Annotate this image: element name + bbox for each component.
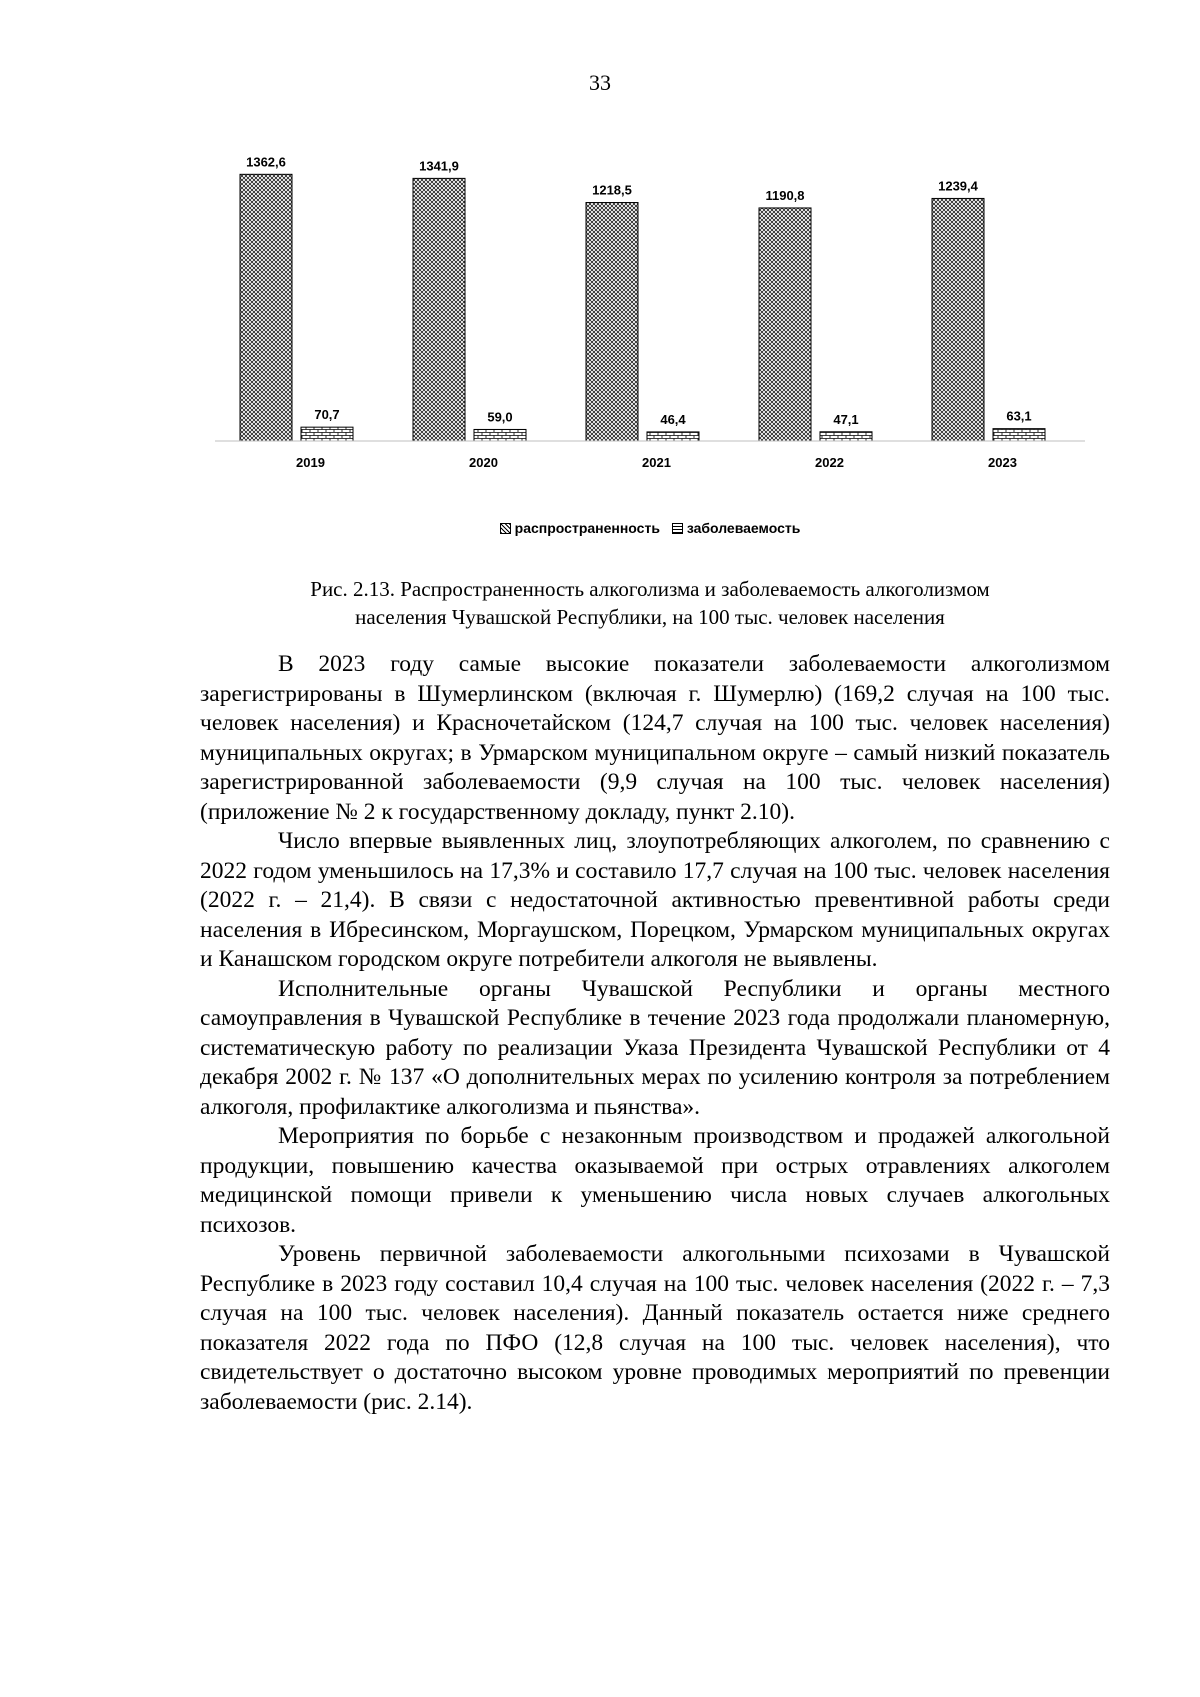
data-label-prevalence-2021: 1218,5 [592,182,632,198]
data-label-prevalence-2020: 1341,9 [419,158,459,174]
legend-swatch-prevalence [500,523,511,534]
x-tick-label-2021: 2021 [642,455,671,470]
paragraph-2: Число впервые выявленных лиц, злоупотребляющих алкоголем, по сравнению с 2022 годом уменьшилось на 17,3% и составило 17,7 случая на 100 тыс. человек населения (2022 г. – 21,4). В связи с недостаточной активностью превентивной работы среди населения в Ибресинском, Моргаушском, Порецком, Урмарском муниципальных округах и Канашском городском округе потребители алкоголя не выявлены. [200,828,1110,972]
legend-swatch-incidence [672,523,683,534]
caption-line-2: населения Чувашской Республики, на 100 тыс. человек населения [355,605,945,629]
data-label-incidence-2020: 59,0 [487,409,513,425]
bar-chart [200,150,1100,550]
bar-incidence-2019 [301,427,353,441]
paragraph-4: Мероприятия по борьбе с незаконным производством и продажей алкогольной продукции, повышению качества оказываемой при острых отравлениях алкоголем медицинской помощи привели к уменьшению числа новых случаев алкогольных психозов. [200,1123,1110,1238]
x-tick-label-2020: 2020 [469,455,498,470]
legend-label-incidence: заболеваемость [686,520,801,536]
paragraph-1: В 2023 году самые высокие показатели заболеваемости алкоголизмом зарегистрированы в Шумерлинском (включая г. Шумерлю) (169,2 случая на 100 тыс. человек населения) и Красночетайском (124,7 случая на 100 тыс. человек населения) муниципальных округах; в Урмарском муниципальном округе – самый низкий показатель зарегистрированной заболеваемости (9,9 случая на 100 тыс. человек населения) (приложение № 2 к государственному докладу, пункт 2.10). [200,651,1110,825]
chart-legend [200,520,1100,537]
chart-svg [200,150,1100,510]
data-label-incidence-2021: 46,4 [660,411,686,427]
data-label-prevalence-2022: 1190,8 [765,187,805,203]
bar-prevalence-2022 [759,208,811,441]
legend-label-prevalence: распространенность [514,520,660,536]
bar-incidence-2020 [474,429,526,441]
bar-prevalence-2023 [932,198,984,441]
paragraph-5: Уровень первичной заболеваемости алкогольными психозами в Чувашской Республике в 2023 году составил 10,4 случая на 100 тыс. человек населения (2022 г. – 7,3 случая на 100 тыс. человек населения). Данный показатель остается ниже среднего показателя 2022 года по ПФО (12,8 случая на 100 тыс. человек населения), что свидетельствует о достаточно высоком уровне проводимых мероприятий по превенции заболеваемости (рис. 2.14). [200,1241,1110,1415]
body-text [200,650,1110,1417]
bar-incidence-2023 [993,429,1045,441]
data-label-prevalence-2019: 1362,6 [246,154,286,170]
x-tick-label-2019: 2019 [296,455,325,470]
paragraph-3: Исполнительные органы Чувашской Республики и органы местного самоуправления в Чувашской Республике в течение 2023 года продолжали планомерную, систематическую работу по реализации Указа Президента Чувашской Республики от 4 декабря 2002 г. № 137 «О дополнительных мерах по усилению контроля за потреблением алкоголя, профилактике алкоголизма и пьянства». [200,975,1110,1120]
bar-prevalence-2021 [586,203,638,441]
legend-item-prevalence [500,520,660,536]
bar-prevalence-2020 [413,178,465,441]
bar-prevalence-2019 [240,174,292,441]
data-label-incidence-2023: 63,1 [1006,408,1032,424]
data-label-incidence-2019: 70,7 [314,407,340,423]
figure-caption [200,575,1100,631]
legend-item-incidence [672,520,801,536]
data-label-incidence-2022: 47,1 [833,411,859,427]
bars-layer [240,154,1045,470]
data-label-prevalence-2023: 1239,4 [938,178,978,194]
page-number: 33 [589,70,611,95]
bar-incidence-2022 [820,432,872,441]
x-tick-label-2022: 2022 [815,455,844,470]
x-tick-label-2023: 2023 [988,455,1017,470]
caption-line-1: Рис. 2.13. Распространенность алкоголизма и заболеваемость алкоголизмом [310,577,990,601]
bar-incidence-2021 [647,432,699,441]
